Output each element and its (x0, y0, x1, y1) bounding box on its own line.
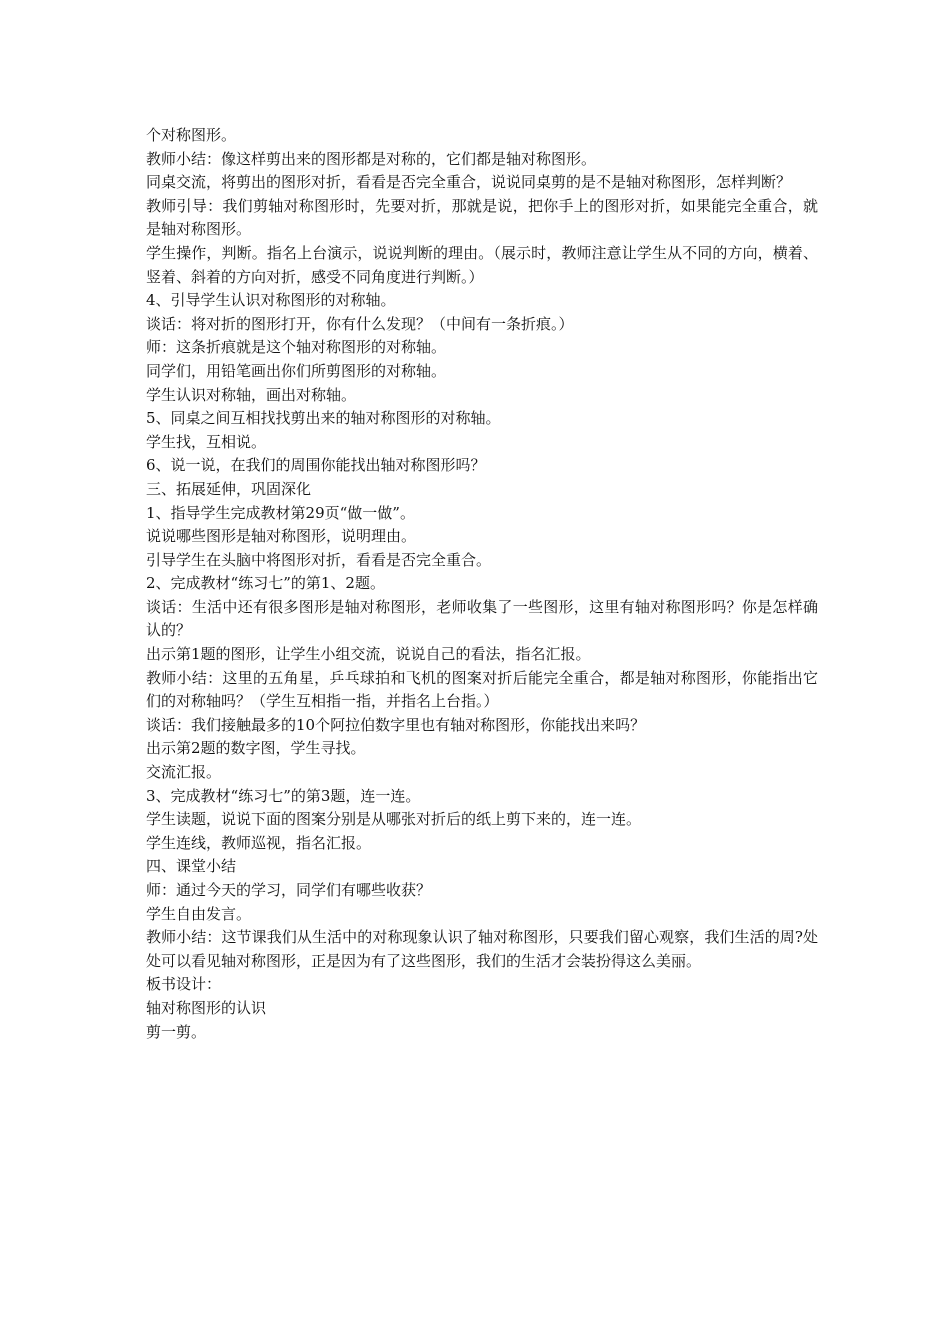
paragraph-18: 谈话：生活中还有很多图形是轴对称图形，老师收集了一些图形，这里有轴对称图形吗？你是怎样确认的？ (146, 597, 818, 640)
paragraph-8: 同学们，用铅笔画出你们所剪图形的对称轴。 (146, 361, 447, 380)
paragraph-15: 说说哪些图形是轴对称图形，说明理由。 (146, 527, 417, 546)
paragraph-3: 教师引导：我们剪轴对称图形时，先要对折，那就是说，把你手上的图形对折，如果能完全重合，就是轴对称图形。 (146, 196, 818, 239)
paragraph-21: 谈话：我们接触最多的10个阿拉伯数字里也有轴对称图形，你能找出来吗？ (146, 715, 646, 734)
paragraph-9: 学生认识对称轴，画出对称轴。 (146, 385, 357, 404)
paragraph-19: 出示第1题的图形，让学生小组交流，说说自己的看法，指名汇报。 (146, 645, 591, 664)
paragraph-17: 2、完成教材“练习七”的第1、2题。 (146, 574, 385, 593)
paragraph-20: 教师小结：这里的五角星，乒乓球拍和飞机的图案对折后能完全重合，都是轴对称图形，你能指出它们的对称轴吗？（学生互相指一指，并指名上台指。） (146, 668, 818, 711)
paragraph-1: 教师小结：像这样剪出来的图形都是对称的，它们都是轴对称图形。 (146, 149, 597, 168)
paragraph-7: 师：这条折痕就是这个轴对称图形的对称轴。 (146, 338, 447, 357)
paragraph-10: 5、同桌之间互相找找剪出来的轴对称图形的对称轴。 (146, 409, 501, 428)
paragraph-12: 6、说一说，在我们的周围你能找出轴对称图形吗？ (146, 456, 486, 475)
paragraph-30: 教师小结：这节课我们从生活中的对称现象认识了轴对称图形，只要我们留心观察，我们生活的周?处处可以看见轴对称图形，正是因为有了这些图形，我们的生活才会装扮得这么美丽。 (146, 928, 818, 970)
section-heading-4: 四、课堂小结 (146, 857, 237, 876)
paragraph-4: 学生操作，判断。指名上台演示，说说判断的理由。（展示时，教师注意让学生从不同的方向，横着、竖着、斜着的方向对折，感受不同角度进行判断。） (146, 243, 818, 286)
paragraph-2: 同桌交流，将剪出的图形对折，看看是否完全重合，说说同桌剪的是不是轴对称图形，怎样判断？ (146, 173, 792, 192)
section-heading-3: 三、拓展延伸，巩固深化 (146, 479, 312, 498)
paragraph-29: 学生自由发言。 (146, 904, 252, 923)
document-page (146, 124, 818, 1044)
paragraph-14: 1、指导学生完成教材第29页“做一做”。 (146, 503, 415, 522)
paragraph-5: 4、引导学生认识对称图形的对称轴。 (146, 291, 396, 310)
paragraph-26: 学生连线，教师巡视，指名汇报。 (146, 833, 372, 852)
board-design-title: 轴对称图形的认识 (146, 998, 267, 1017)
board-design-item: 剪一剪。 (146, 1022, 207, 1041)
paragraph-22: 出示第2题的数字图，学生寻找。 (146, 739, 366, 758)
paragraph-11: 学生找，互相说。 (146, 432, 267, 451)
board-design-label: 板书设计： (146, 975, 222, 994)
paragraph-23: 交流汇报。 (146, 763, 222, 782)
paragraph-6: 谈话：将对折的图形打开，你有什么发现？（中间有一条折痕。） (146, 314, 574, 333)
paragraph-28: 师：通过今天的学习，同学们有哪些收获？ (146, 881, 432, 899)
paragraph-16: 引导学生在头脑中将图形对折，看看是否完全重合。 (146, 550, 492, 569)
paragraph-0: 个对称图形。 (146, 126, 237, 144)
paragraph-25: 学生读题，说说下面的图案分别是从哪张对折后的纸上剪下来的，连一连。 (146, 810, 642, 829)
paragraph-24: 3、完成教材“练习七”的第3题，连一连。 (146, 786, 421, 805)
